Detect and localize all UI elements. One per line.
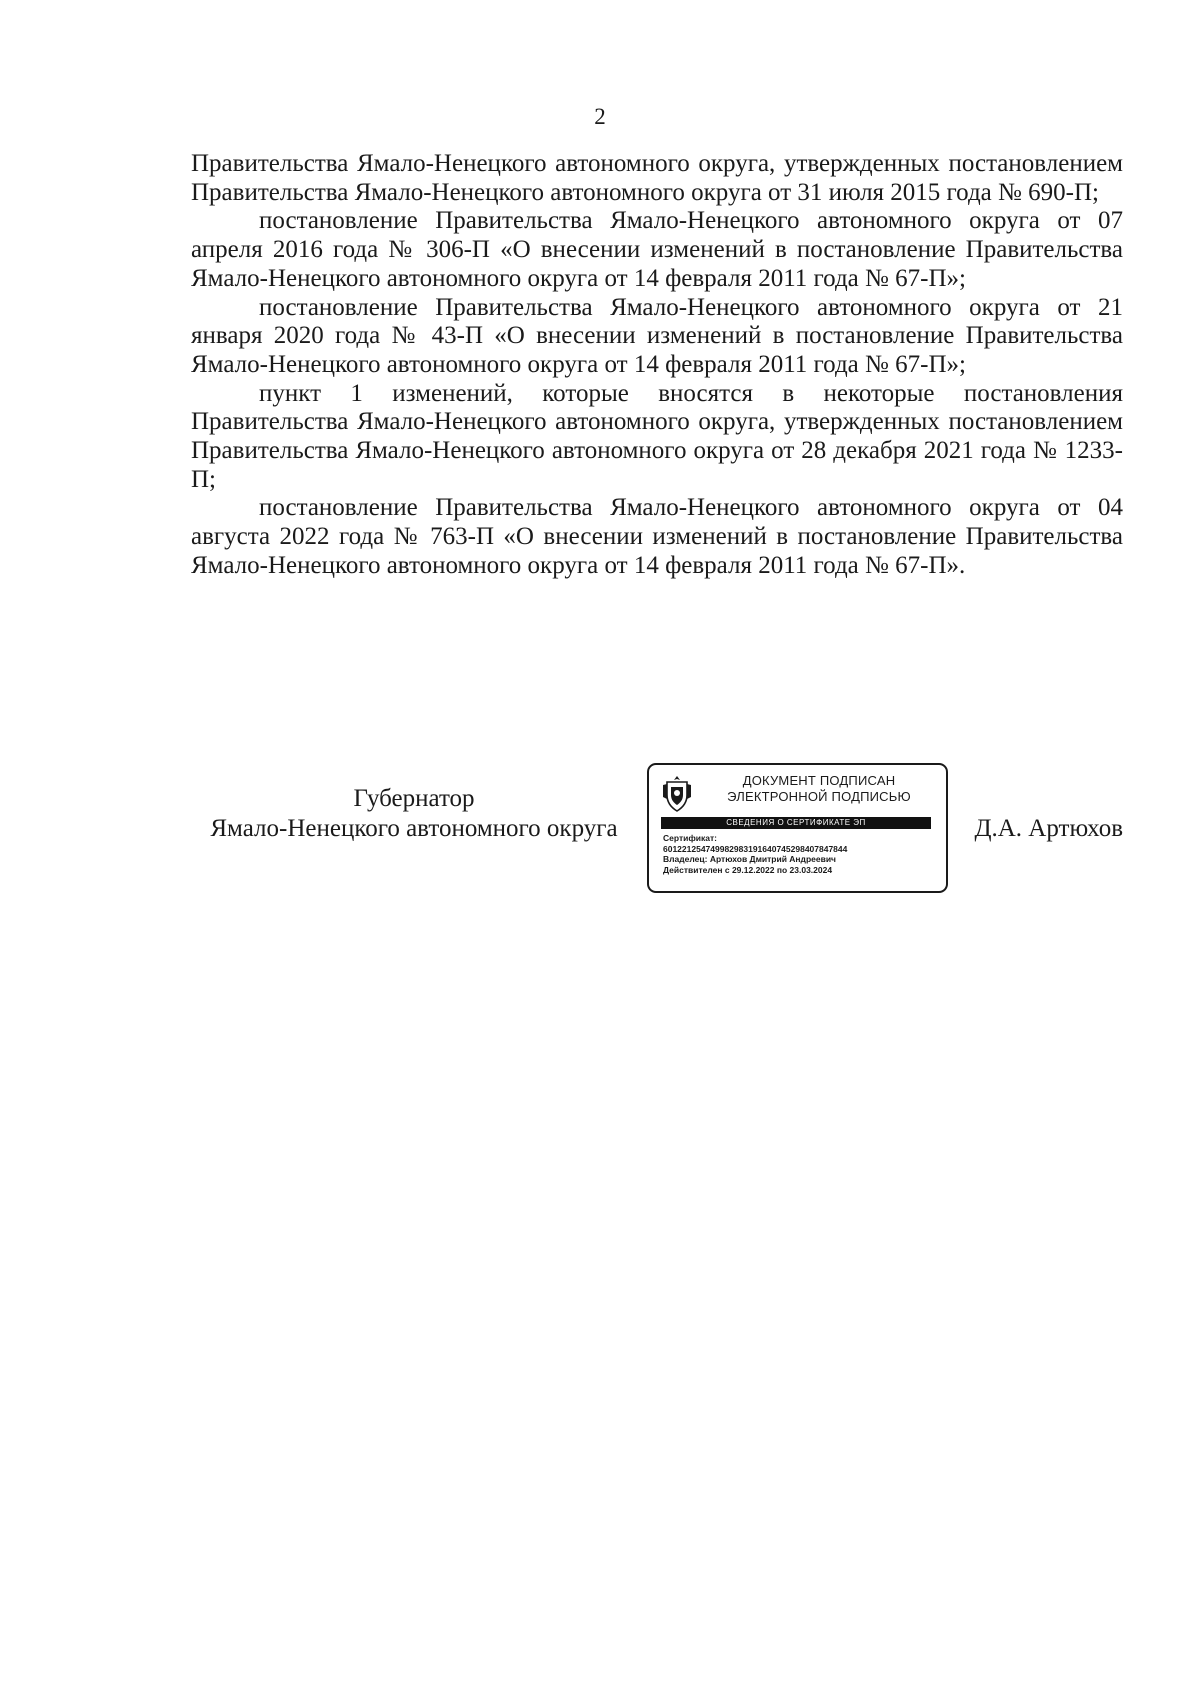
certificate-owner: Владелец: Артюхов Дмитрий Андреевич [663, 854, 836, 864]
paragraph: пункт 1 изменений, которые вносятся в некоторые постановления Правительства Ямало-Ненецкого автономного округа, утвержденных постановлением Правительства Ямало-Ненецкого автономного округа от 28 декабря 2021 года № 1233-П; [191, 379, 1123, 493]
signature-block [191, 760, 1123, 900]
page-number: 2 [594, 104, 606, 129]
stamp-title-line1: ДОКУМЕНТ ПОДПИСАН [742, 773, 896, 788]
certificate-label: Сертификат: [663, 833, 717, 843]
stamp-title [699, 773, 939, 805]
stamp-certificate-header: СВЕДЕНИЯ О СЕРТИФИКАТЕ ЭП [661, 817, 931, 829]
signer-name: Д.А. Артюхов [974, 815, 1123, 842]
certificate-number: 601221254749982983191640745298407847844 [663, 843, 848, 854]
certificate-validity: Действителен с 29.12.2022 по 23.03.2024 [663, 864, 833, 875]
signer-position-line1: Губернатор [353, 785, 475, 812]
paragraph: постановление Правительства Ямало-Ненецкого автономного округа от 04 августа 2022 года № 763-П «О внесении изменений в постановление Правительства Ямало-Ненецкого автономного округа от 14 февраля 2011 года № 67-П». [191, 494, 1123, 579]
document-body [191, 150, 1123, 581]
stamp-certificate-details [663, 833, 943, 875]
electronic-signature-stamp [647, 763, 948, 893]
coat-of-arms-icon [661, 775, 693, 813]
paragraph: постановление Правительства Ямало-Ненецкого автономного округа от 21 января 2020 года № 43-П «О внесении изменений в постановление Правительства Ямало-Ненецкого автономного округа от 14 февраля 2011 года № 67-П»; [191, 293, 1123, 378]
paragraph: Правительства Ямало-Ненецкого автономного округа, утвержденных постановлением Правительства Ямало-Ненецкого автономного округа от 31 июля 2015 года № 690-П; [191, 150, 1123, 206]
stamp-title-line2: ЭЛЕКТРОННОЙ ПОДПИСЬЮ [727, 789, 911, 804]
signer-position-line2: Ямало-Ненецкого автономного округа [210, 815, 618, 842]
signer-position [191, 784, 637, 844]
paragraph: постановление Правительства Ямало-Ненецкого автономного округа от 07 апреля 2016 года № 306-П «О внесении изменений в постановление Правительства Ямало-Ненецкого автономного округа от 14 февраля 2011 года № 67-П»; [191, 207, 1123, 292]
